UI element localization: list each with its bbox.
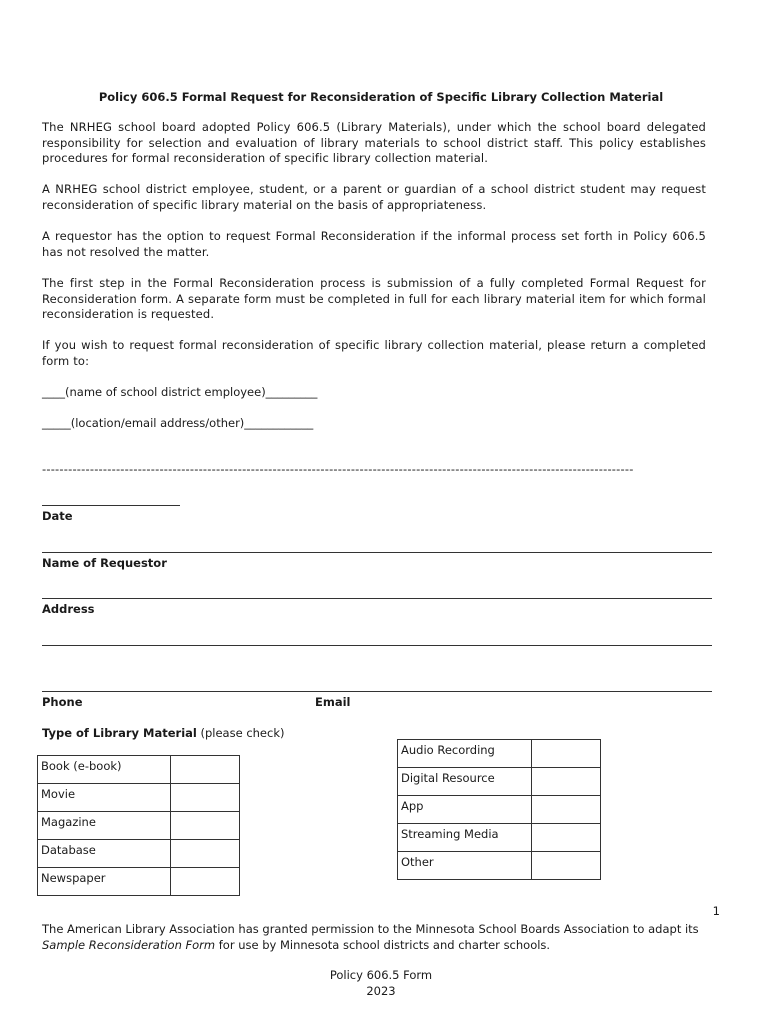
date-label: Date	[42, 509, 73, 523]
material-type-label: Type of Library Material	[42, 726, 197, 740]
footer-year: 2023	[366, 984, 396, 998]
checkbox-newspaper[interactable]	[171, 868, 240, 896]
left-material-table	[37, 755, 240, 896]
material-option-magazine: Magazine	[38, 812, 171, 840]
footer-form-name: Policy 606.5 Form	[329, 968, 433, 982]
material-option-book: Book (e-book)	[38, 756, 171, 784]
cut-line-separator: ----------------------------------------------------------------------------------------------------------------------------------------	[42, 462, 634, 476]
material-option-digital: Digital Resource	[398, 768, 532, 796]
material-option-newspaper: Newspaper	[38, 868, 171, 896]
material-type-heading	[42, 726, 284, 740]
checkbox-digital[interactable]	[532, 768, 601, 796]
eligibility-paragraph: A NRHEG school district employee, student, or a parent or guardian of a school district student may request reconsideration of specific library material on the basis of appropriateness.	[42, 182, 706, 212]
first-step-paragraph: The first step in the Formal Reconsideration process is submission of a fully completed Formal Request for Reconsideration form. A separate form must be completed in full for each library material item for which formal reconsideration is requested.	[42, 276, 706, 321]
material-option-streaming: Streaming Media	[398, 824, 532, 852]
address-label: Address	[42, 602, 95, 616]
material-option-audio: Audio Recording	[398, 740, 532, 768]
permission-text-end: for use by Minnesota school districts and charter schools.	[215, 938, 551, 952]
option-paragraph: A requestor has the option to request Formal Reconsideration if the informal process set forth in Policy 606.5 has not resolved the matter.	[42, 229, 706, 259]
permission-text-start: The American Library Association has granted permission to the Minnesota School Boards Association to adapt its	[42, 922, 699, 936]
permission-note	[42, 921, 712, 953]
checkbox-other[interactable]	[532, 852, 601, 880]
name-label: Name of Requestor	[42, 556, 167, 570]
permission-form-title: Sample Reconsideration Form	[42, 938, 216, 952]
name-input-line[interactable]	[42, 552, 712, 553]
material-option-other: Other	[398, 852, 532, 880]
intro-paragraph: The NRHEG school board adopted Policy 606.5 (Library Materials), under which the school board delegated responsibility for selection and evaluation of library materials to school district staff. This policy establishes procedures for formal reconsideration of specific library collection material.	[42, 120, 706, 165]
material-option-app: App	[398, 796, 532, 824]
checkbox-movie[interactable]	[171, 784, 240, 812]
material-option-database: Database	[38, 840, 171, 868]
date-input-line[interactable]	[42, 505, 180, 506]
page-number: 1	[712, 904, 720, 918]
checkbox-magazine[interactable]	[171, 812, 240, 840]
phone-email-input-line[interactable]	[42, 691, 712, 692]
checkbox-app[interactable]	[532, 796, 601, 824]
material-type-hint: (please check)	[196, 726, 285, 740]
checkbox-streaming[interactable]	[532, 824, 601, 852]
address-second-line[interactable]	[42, 645, 712, 646]
checkbox-audio[interactable]	[532, 740, 601, 768]
phone-label: Phone	[42, 695, 83, 709]
email-label: Email	[315, 695, 351, 709]
right-material-table	[397, 739, 601, 880]
return-instructions-paragraph: If you wish to request formal reconsideration of specific library collection material, please return a completed form to:	[42, 338, 706, 368]
material-option-movie: Movie	[38, 784, 171, 812]
address-input-line[interactable]	[42, 598, 712, 599]
checkbox-database[interactable]	[171, 840, 240, 868]
location-line: _____(location/email address/other)____________	[42, 416, 314, 430]
document-title: Policy 606.5 Formal Request for Reconsideration of Specific Library Collection Material	[98, 90, 664, 104]
checkbox-book[interactable]	[171, 756, 240, 784]
employee-name-line: ____(name of school district employee)_________	[42, 385, 318, 399]
